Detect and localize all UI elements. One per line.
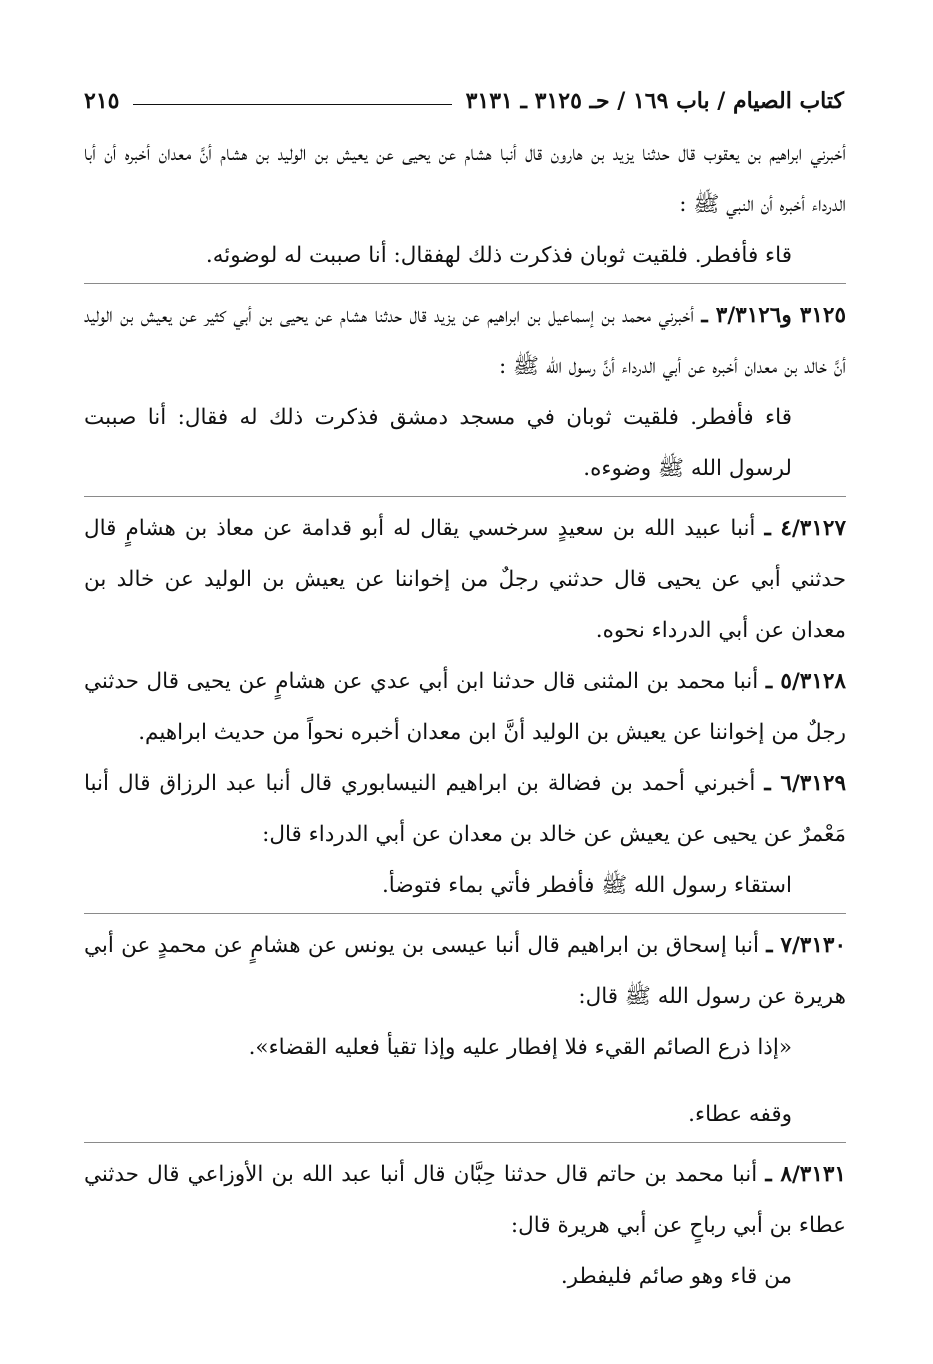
hadith-isnad: أنبا عبيد الله بن سعيدٍ سرخسي يقال له أبو قدامة عن معاذ بن هشامٍ قال حدثني أبي عن يحيى قال حدثني رجلٌ من إخواننا عن يعيش بن الوليد عن خالد بن معدان عن أبي الدرداء نحوه. xyxy=(84,516,846,643)
matn-text: استقاء رسول الله ﷺ فأفطر فأتي بماء فتوضأ. xyxy=(381,873,792,898)
hadith-paragraph xyxy=(84,920,846,1022)
hadith-paragraph xyxy=(84,290,846,392)
header-rule xyxy=(133,104,451,105)
hadith-paragraph xyxy=(84,758,846,860)
hadith-matn xyxy=(84,392,846,494)
hadith-matn xyxy=(84,1022,846,1073)
page-body xyxy=(84,128,846,1302)
page-number: ٢١٥ xyxy=(84,88,120,114)
hadith-number: ٥/٣١٢٨ ـ xyxy=(765,669,846,694)
separator-line xyxy=(84,283,846,284)
running-header xyxy=(84,84,844,118)
separator-line xyxy=(84,913,846,914)
hadith-isnad: أخبرني ابراهيم بن يعقوب قال حدثنا يزيد بن هارون قال أنبا هشام عن يحيى عن يعيش بن الوليد بن هشام أنَّ معدان أخبره أن أبا الدرداء أخبره أن النبي ﷺ : xyxy=(84,141,846,217)
hadith-matn xyxy=(84,1251,846,1302)
hadith-paragraph xyxy=(84,128,846,230)
hadith-number: ٨/٣١٣١ ـ xyxy=(765,1162,846,1187)
matn-text: قاء فأفطر. فلقيت ثوبان فذكرت ذلك لهفقال: أنا صببت له لوضوئه. xyxy=(205,243,792,268)
separator-line xyxy=(84,1142,846,1143)
header-title: كتاب الصيام / باب ١٦٩ / حـ ٣١٢٥ ـ ٣١٣١ xyxy=(465,88,844,114)
hadith-matn xyxy=(84,1089,846,1140)
hadith-isnad: أنبا محمد بن المثنى قال حدثنا ابن أبي عدي عن هشامٍ عن يحيى قال حدثني رجلٌ من إخواننا عن يعيش بن الوليد أنَّ ابن معدان أخبره نحواً من حديث ابراهيم. xyxy=(84,669,846,745)
hadith-number: ٧/٣١٣٠ ـ xyxy=(766,933,846,958)
hadith-number: ٦/٣١٢٩ ـ xyxy=(764,771,846,796)
hadith-paragraph xyxy=(84,656,846,758)
matn-text: قاء فأفطر. فلقيت ثوبان في مسجد دمشق فذكرت ذلك له فقال: أنا صببت لرسول الله ﷺ وضوءه. xyxy=(84,405,792,481)
matn-text: «إذا ذرع الصائم القيء فلا إفطار عليه وإذا تقيأ فعليه القضاء». xyxy=(248,1035,792,1060)
matn-text: وقفه عطاء. xyxy=(688,1102,792,1127)
matn-text: من قاء وهو صائم فليفطر. xyxy=(560,1264,792,1289)
separator-line xyxy=(84,496,846,497)
hadith-isnad: أخبرني محمد بن إسماعيل بن ابراهيم عن يزيد قال حدثنا هشام عن يحيى بن أبي كثير عن يعيش بن الوليد أنَّ خالد بن معدان أخبره عن أبي الدرداء أنَّ رسول الله ﷺ : xyxy=(84,303,846,379)
hadith-isnad: أنبا إسحاق بن ابراهيم قال أنبا عيسى بن يونس عن هشامٍ عن محمدٍ عن أبي هريرة عن رسول الله ﷺ قال: xyxy=(84,933,846,1009)
hadith-isnad: أخبرني أحمد بن فضالة بن ابراهيم النيسابوري قال أنبا عبد الرزاق قال أنبا مَعْمرٌ عن يحيى عن يعيش عن خالد بن معدان عن أبي الدرداء قال: xyxy=(84,771,846,847)
hadith-paragraph xyxy=(84,503,846,656)
hadith-isnad: أنبا محمد بن حاتم قال حدثنا حِبَّان قال أنبا عبد الله بن الأوزاعي قال حدثني عطاء بن أبي رباحٍ عن أبي هريرة قال: xyxy=(84,1162,846,1238)
hadith-paragraph xyxy=(84,1149,846,1251)
hadith-matn xyxy=(84,230,846,281)
spacer xyxy=(84,1073,846,1089)
hadith-number: ٤/٣١٢٧ ـ xyxy=(764,516,846,541)
hadith-number: ٣١٢٥ و٣/٣١٢٦ ـ xyxy=(701,303,846,328)
hadith-matn xyxy=(84,860,846,911)
